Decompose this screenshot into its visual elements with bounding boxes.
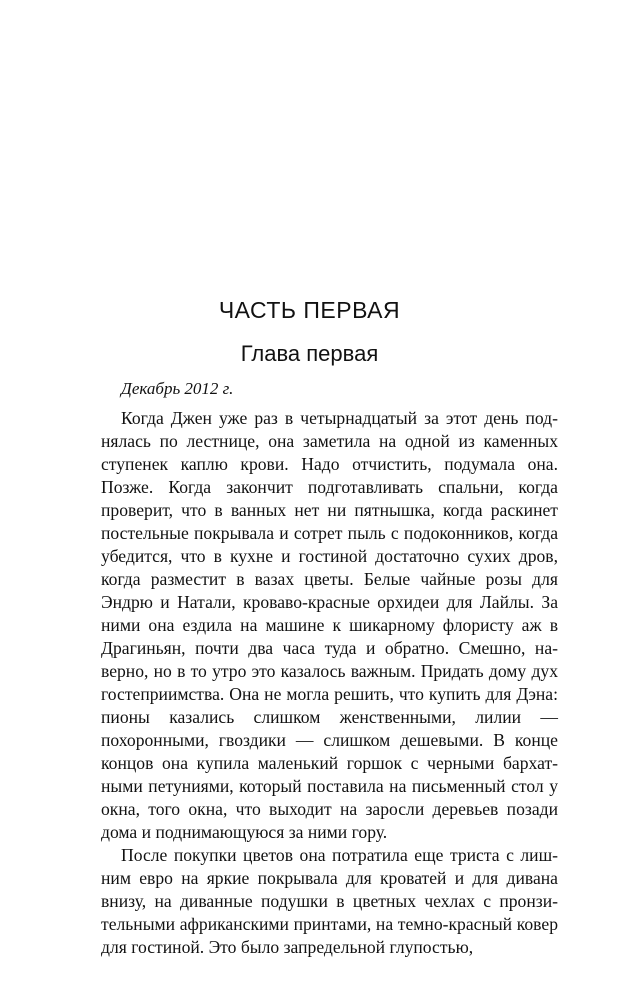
part-title: ЧАСТЬ ПЕРВАЯ [218,297,401,323]
dateline: Декабрь 2012 г. [121,379,234,398]
body-text [101,407,558,959]
paragraph: Когда Джен уже раз в четырнадцатый за этот день поднялась по лестнице, она заметила на одной из каменных ступенек каплю крови. Надо отчистить, подумала она. Позже. Когда закончит подготавливать спальни, когда проверит, что в ванных нет ни пятнышка, когда раскинет постельные покрывала и сотрет пыль с подоконников, когда убедится, что в кухне и гостиной достаточно сухих дров, когда разместит в вазах цветы. Белые чайные розы для Эндрю и Натали, кроваво-красные орхидеи для Лайлы. За ними она ездила на машине к шикарному флористу аж в Драгиньян, почти два часа туда и обратно. Смешно, наверно, но в то утро это казалось важным. Придать дому дух гостеприимства. Она не могла решить, что купить для Дэна: пионы казались слишком женственными, лилии — похоронными, гвоздики — слишком дешевыми. В конце концов она купила маленький горшок с черными бархатными петуниями, который поставила на письменный стол у окна, того окна, что выходит на заросли деревьев позади дома и поднимающуюся за ними гору. [101,408,558,842]
chapter-title: Глава первая [240,341,379,366]
paragraph: После покупки цветов она потратила еще триста с лишним евро на яркие покрывала для кроватей и для дивана внизу, на диванные подушки в цветных чехлах с пронзительными африканскими принтами, на темно-красный ковер для гостиной. Это было запредельной глупостью, [101,845,558,957]
